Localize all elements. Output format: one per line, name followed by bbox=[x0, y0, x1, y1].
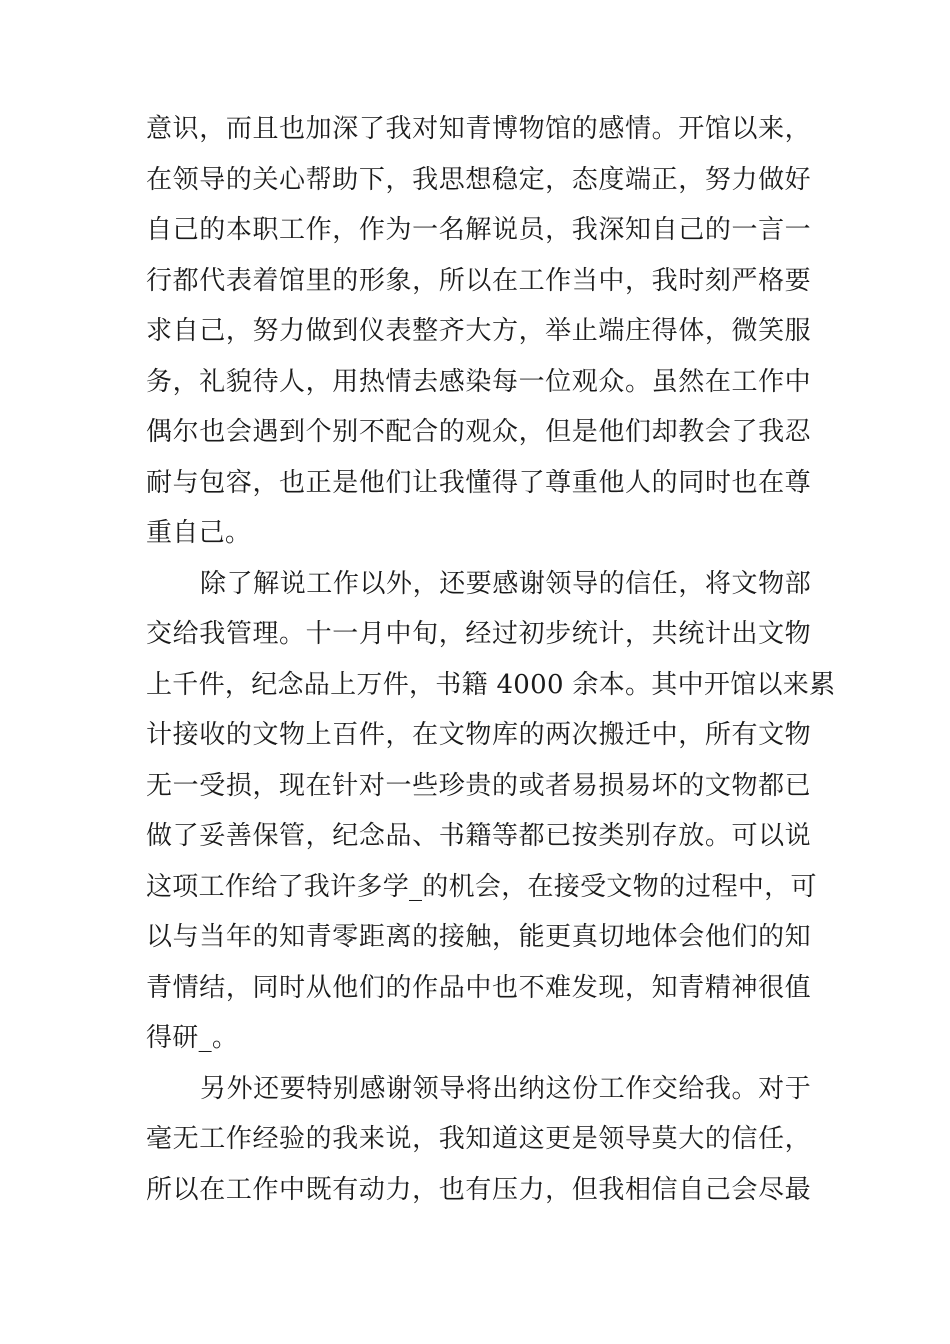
document-body bbox=[146, 104, 836, 1215]
text-line: 意识，而且也加深了我对知青博物馆的感情。开馆以来， bbox=[146, 114, 811, 144]
text-line: 得研_。 bbox=[146, 1023, 239, 1053]
text-line: 偶尔也会遇到个别不配合的观众，但是他们却教会了我忍 bbox=[146, 417, 811, 447]
text-line: 无一受损，现在针对一些珍贵的或者易损易坏的文物都已 bbox=[146, 770, 811, 801]
text-line: 计接收的文物上百件，在文物库的两次搬迁中，所有文物 bbox=[146, 720, 811, 750]
text-line: 做了妥善保管，纪念品、书籍等都已按类别存放。可以说 bbox=[146, 821, 811, 851]
text-line: 求自己，努力做到仪表整齐大方，举止端庄得体，微笑服 bbox=[146, 316, 811, 346]
paragraph-first-line: 除了解说工作以外，还要感谢领导的信任，将文物部 bbox=[200, 568, 811, 599]
text-line: 在领导的关心帮助下，我思想稳定，态度端正，努力做好 bbox=[146, 164, 811, 195]
text-line: 自己的本职工作，作为一名解说员，我深知自己的一言一 bbox=[146, 215, 811, 245]
text-line: 重自己。 bbox=[146, 518, 252, 548]
text-line: 毫无工作经验的我来说，我知道这更是领导莫大的信任， bbox=[146, 1124, 811, 1154]
text-line: 交给我管理。十一月中旬，经过初步统计，共统计出文物 bbox=[146, 619, 811, 649]
text-line: 耐与包容，也正是他们让我懂得了尊重他人的同时也在尊 bbox=[146, 467, 811, 498]
text-line: 青情结，同时从他们的作品中也不难发现，知青精神很值 bbox=[146, 972, 811, 1003]
text-line: 以与当年的知青零距离的接触，能更真切地体会他们的知 bbox=[146, 922, 811, 952]
text-line: 行都代表着馆里的形象，所以在工作当中，我时刻严格要 bbox=[146, 265, 811, 296]
text-line: 务，礼貌待人，用热情去感染每一位观众。虽然在工作中 bbox=[146, 366, 811, 397]
text-line: 这项工作给了我许多学_的机会，在接受文物的过程中，可 bbox=[146, 871, 817, 902]
paragraph-first-line: 另外还要特别感谢领导将出纳这份工作交给我。对于 bbox=[200, 1073, 811, 1104]
text-line: 上千件，纪念品上万件，书籍 4000 余本。其中开馆以来累 bbox=[146, 669, 836, 700]
text-line: 所以在工作中既有动力，也有压力，但我相信自己会尽最 bbox=[146, 1174, 811, 1205]
